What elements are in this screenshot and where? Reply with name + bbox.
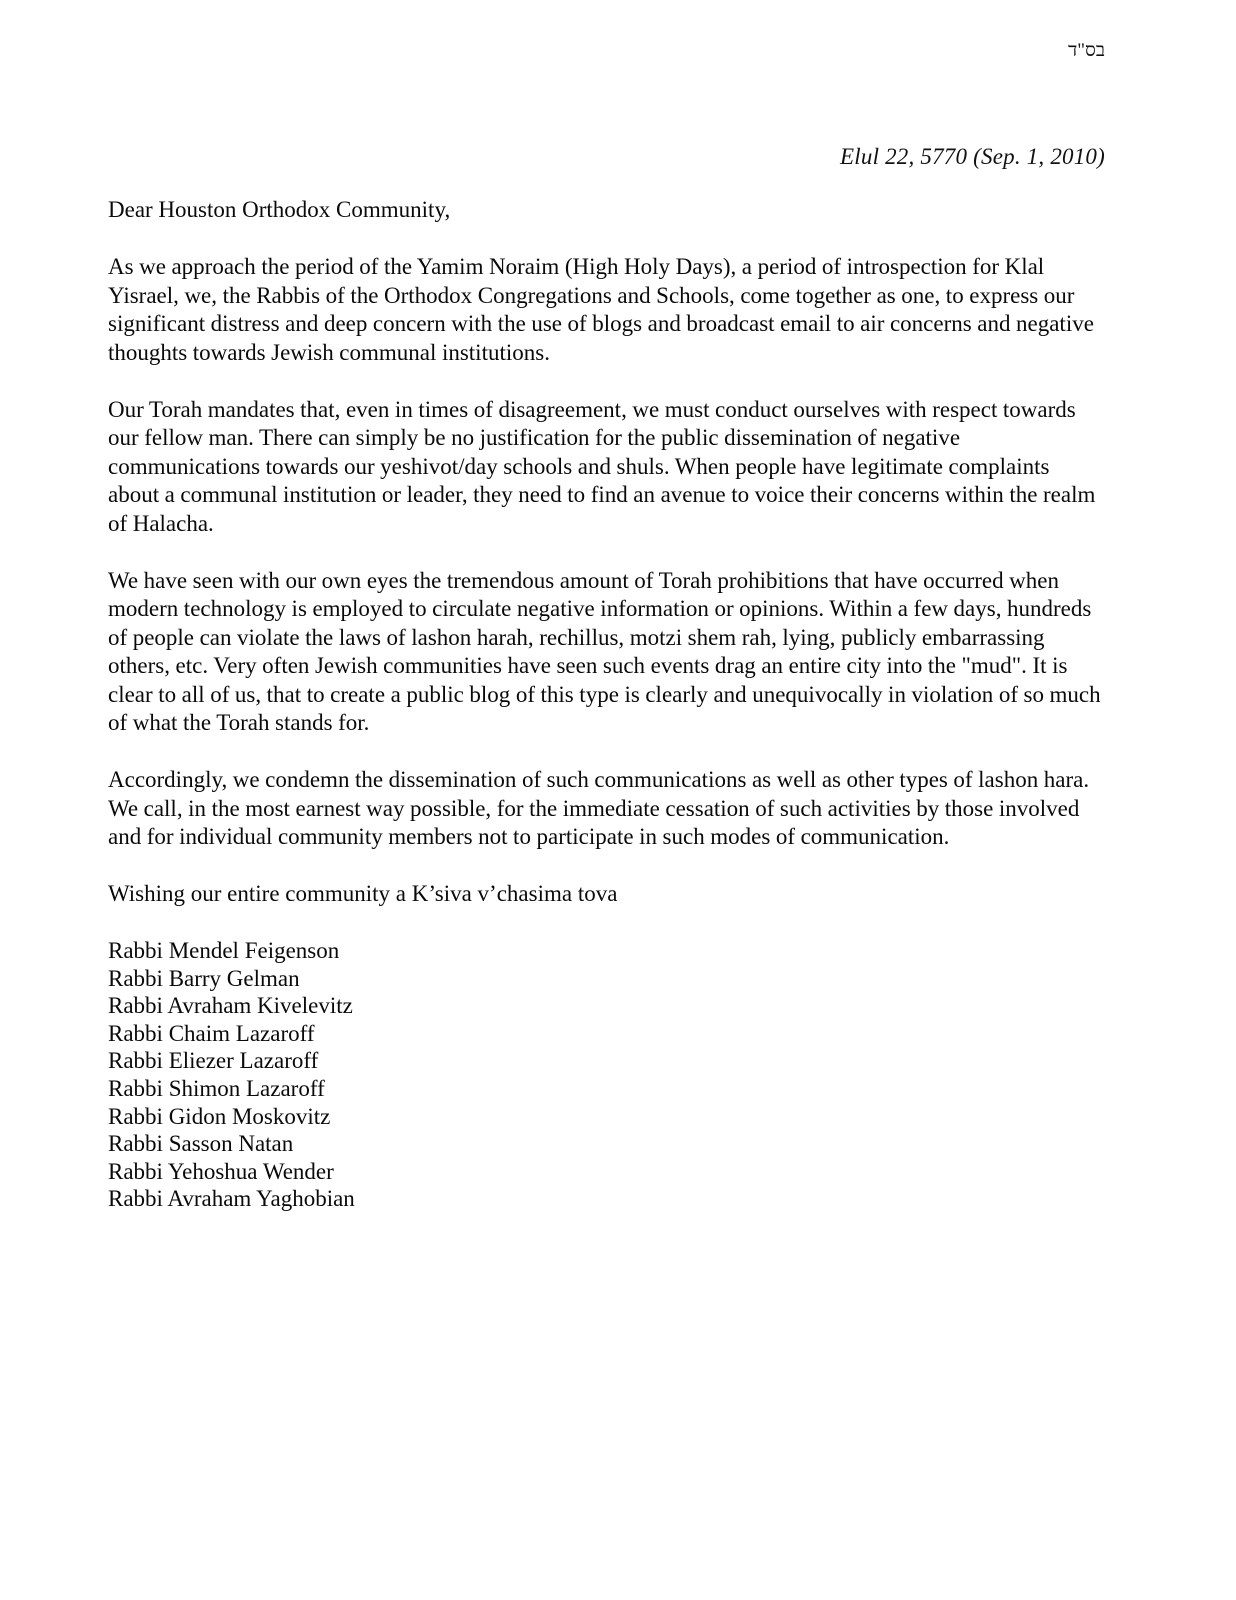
signatory-item: Rabbi Mendel Feigenson xyxy=(108,938,340,963)
signatory-item: Rabbi Avraham Kivelevitz xyxy=(108,993,353,1019)
letter-paragraph-4: Accordingly, we condemn the dissemination of such communications as well as other types of lashon hara. We call, in the most earnest way possible, for the immediate cessation of such activities by those involved and for individual community members not to participate in such modes of communication. xyxy=(108,767,1100,849)
signatory-item: Rabbi Shimon Lazaroff xyxy=(108,1075,325,1101)
paragraph-spacer xyxy=(108,538,1104,567)
signatory-item: Rabbi Eliezer Lazaroff xyxy=(108,1048,319,1074)
paragraph-spacer xyxy=(108,909,1104,938)
signatory-item: Rabbi Chaim Lazaroff xyxy=(108,1020,315,1046)
hebrew-blessing-mark: בס"ד xyxy=(1068,40,1105,61)
paragraph-spacer xyxy=(108,852,1104,881)
letter-date: Elul 22, 5770 (Sep. 1, 2010) xyxy=(840,144,1105,169)
signatory-item: Rabbi Gidon Moskovitz xyxy=(108,1103,331,1129)
letter-paragraph-1: As we approach the period of the Yamim Noraim (High Holy Days), a period of introspection for Klal Yisrael, we, the Rabbis of the Orthodox Congregations and Schools, come together as one, to express our significant distress and deep concern with the use of blogs and broadcast email to air concerns and negative thoughts towards Jewish communal institutions. xyxy=(108,254,1100,365)
letter-paragraph-3: We have seen with our own eyes the tremendous amount of Torah prohibitions that have occurred when modern technology is employed to circulate negative information or opinions. Within a few days, hundreds of people can violate the laws of lashon harah, rechillus, motzi shem rah, lying, publicly embarrassing others, etc. Very often Jewish communities have seen such events drag an entire city into the "mud". It is clear to all of us, that to create a public blog of this type is clearly and unequivocally in violation of so much of what the Torah stands for. xyxy=(108,567,1107,735)
signatory-item: Rabbi Sasson Natan xyxy=(108,1131,294,1157)
signatory-item: Rabbi Barry Gelman xyxy=(108,965,300,991)
signatory-item: Rabbi Yehoshua Wender xyxy=(108,1158,334,1184)
paragraph-spacer xyxy=(108,738,1104,767)
letter-salutation: Dear Houston Orthodox Community, xyxy=(108,197,451,222)
paragraph-spacer xyxy=(108,367,1104,396)
paragraph-spacer xyxy=(108,225,1104,254)
letter-paragraph-2: Our Torah mandates that, even in times of disagreement, we must conduct ourselves with respect towards our fellow man. There can simply be no justification for the public dissemination of negative communications towards our yeshivot/day schools and shuls. When people have legitimate complaints about a communal institution or leader, they need to find an avenue to voice their concerns within the realm of Halacha. xyxy=(108,396,1101,536)
signatory-list xyxy=(108,937,1104,1213)
letter-closing: Wishing our entire community a K’siva v’chasima tova xyxy=(108,881,618,906)
letter-body xyxy=(108,196,1107,1213)
signatory-item: Rabbi Avraham Yaghobian xyxy=(108,1186,355,1212)
